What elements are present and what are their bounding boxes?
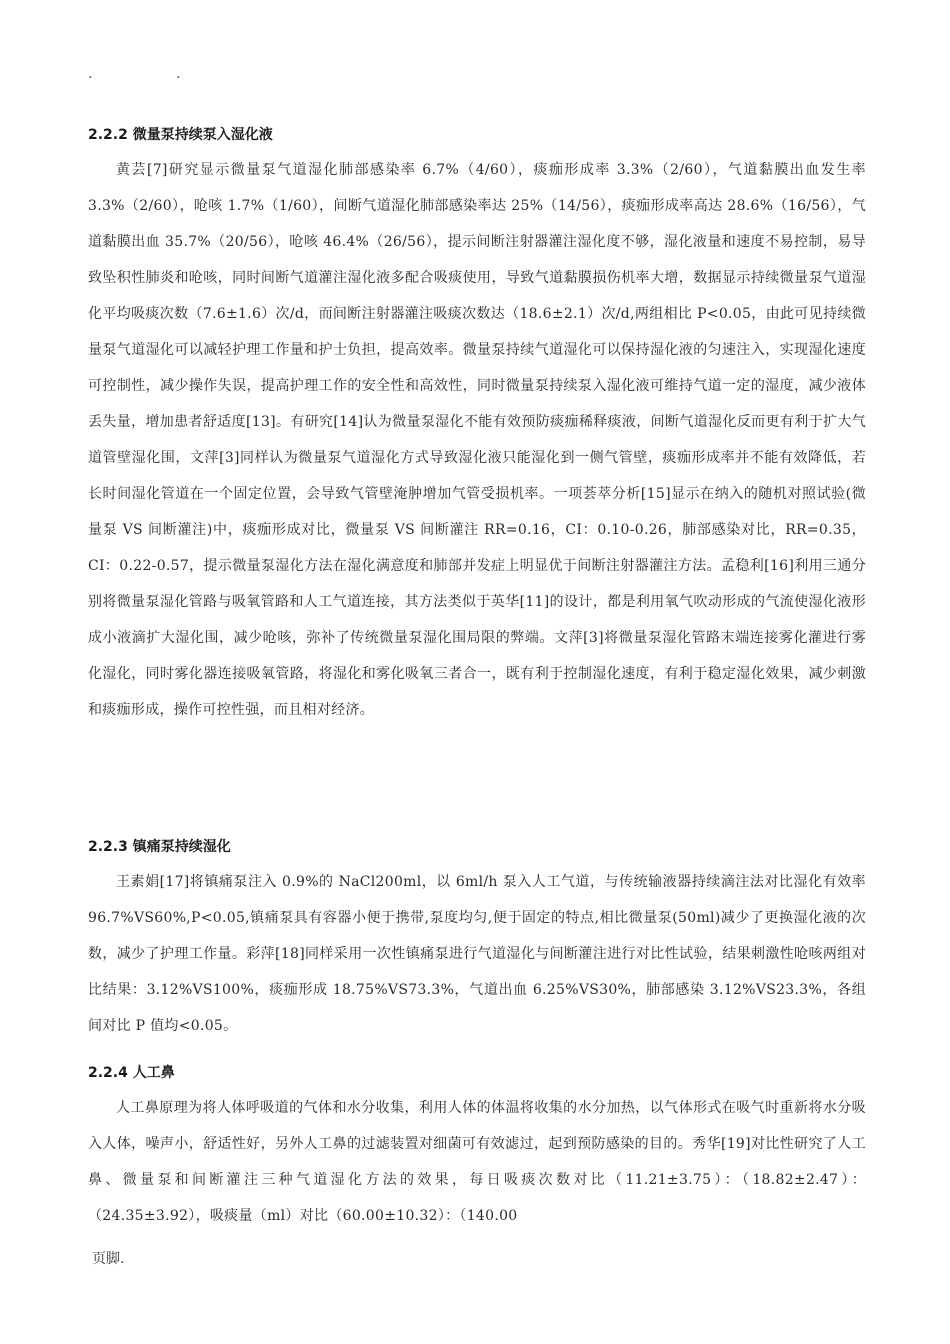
section-heading-2-2-2: 2.2.2 微量泵持续泵入湿化液: [88, 127, 273, 143]
page-footer: 页脚.: [92, 1251, 125, 1267]
section-heading-2-2-4: 2.2.4 人工鼻: [88, 1065, 175, 1081]
section-paragraph-2-2-4: 人工鼻原理为将人体呼吸道的气体和水分收集，利用人体的体温将收集的水分加热，以气体形式在吸气时重新将水分吸入人体，噪声小，舒适性好，另外人工鼻的过滤装置对细菌可有效滤过，起到预防感染的目的。秀华[19]对比性研究了人工鼻、微量泵和间断灌注三种气道湿化方法的效果，每日吸痰次数对比（11.21±3.75）：（18.82±2.47）：（24.35±3.92），吸痰量（ml）对比（60.00±10.32）：（140.00: [88, 1100, 866, 1224]
section-paragraph-2-2-3: 王素娟[17]将镇痛泵注入 0.9%的 NaCl200ml，以 6ml/h 泵入人工气道，与传统输液器持续滴注法对比湿化有效率 96.7%VS60%,P<0.05,镇痛泵具有容器小便于携带,泵度均匀,便于固定的特点,相比微量泵(50ml)减少了更换湿化液的次数，减少了护理工作量。彩萍[18]同样采用一次性镇痛泵进行气道湿化与间断灌注进行对比性试验，结果刺激性呛咳两组对比结果：3.12%VS100%，痰痂形成 18.75%VS73.3%，气道出血 6.25%VS30%，肺部感染 3.12%VS23.3%，各组间对比 P 值均<0.05。: [88, 874, 866, 1034]
section-heading-2-2-3: 2.2.3 镇痛泵持续湿化: [88, 839, 231, 855]
section-paragraph-2-2-2: 黄芸[7]研究显示微量泵气道湿化肺部感染率 6.7%（4/60），痰痂形成率 3.3%（2/60），气道黏膜出血发生率 3.3%（2/60），呛咳 1.7%（1/60），间断气道湿化肺部感染率达 25%（14/56），痰痂形成率高达 28.6%（16/56），气道黏膜出血 35.7%（20/56），呛咳 46.4%（26/56），提示间断注射器灌注湿化度不够，湿化液量和速度不易控制，易导致坠积性肺炎和呛咳，同时间断气道灌注湿化液多配合吸痰使用，导致气道黏膜损伤机率大增，数据显示持续微量泵气道湿化平均吸痰次数（7.6±1.6）次/d，而间断注射器灌注吸痰次数达（18.6±2.1）次/d,两组相比 P<0.05，由此可见持续微量泵气道湿化可以减轻护理工作量和护士负担，提高效率。微量泵持续气道湿化可以保持湿化液的匀速注入，实现湿化速度可控制性，减少操作失误，提高护理工作的安全性和高效性，同时微量泵持续泵入湿化液可维持气道一定的湿度，减少液体丢失量，增加患者舒适度[13]。有研究[14]认为微量泵湿化不能有效预防痰痂稀释痰液，间断气道湿化反而更有利于扩大气道管壁湿化围，文萍[3]同样认为微量泵气道湿化方式导致湿化液只能湿化到一侧气管壁，痰痂形成率并不能有效降低，若长时间湿化管道在一个固定位置，会导致气管壁淹肿增加气管受损机率。一项荟萃分析[15]显示在纳入的随机对照试验(微量泵 VS 间断灌注)中，痰痂形成对比，微量泵 VS 间断灌注 RR=0.16，CI：0.10-0.26，肺部感染对比，RR=0.35，CI：0.22-0.57，提示微量泵湿化方法在湿化满意度和肺部并发症上明显优于间断注射器灌注方法。孟稳利[16]利用三通分别将微量泵湿化管路与吸氧管路和人工气道连接，其方法类似于英华[11]的设计，都是利用氧气吹动形成的气流使湿化液形成小液滴扩大湿化围，减少呛咳，弥补了传统微量泵湿化围局限的弊端。文萍[3]将微量泵湿化管路末端连接雾化灌进行雾化湿化，同时雾化器连接吸氧管路，将湿化和雾化吸氧三者合一，既有利于控制湿化速度，有利于稳定湿化效果，减少刺激和痰痂形成，操作可控性强，而且相对经济。: [88, 162, 866, 718]
header-dot-left: .: [88, 66, 93, 82]
header-dot-right: .: [176, 66, 181, 82]
